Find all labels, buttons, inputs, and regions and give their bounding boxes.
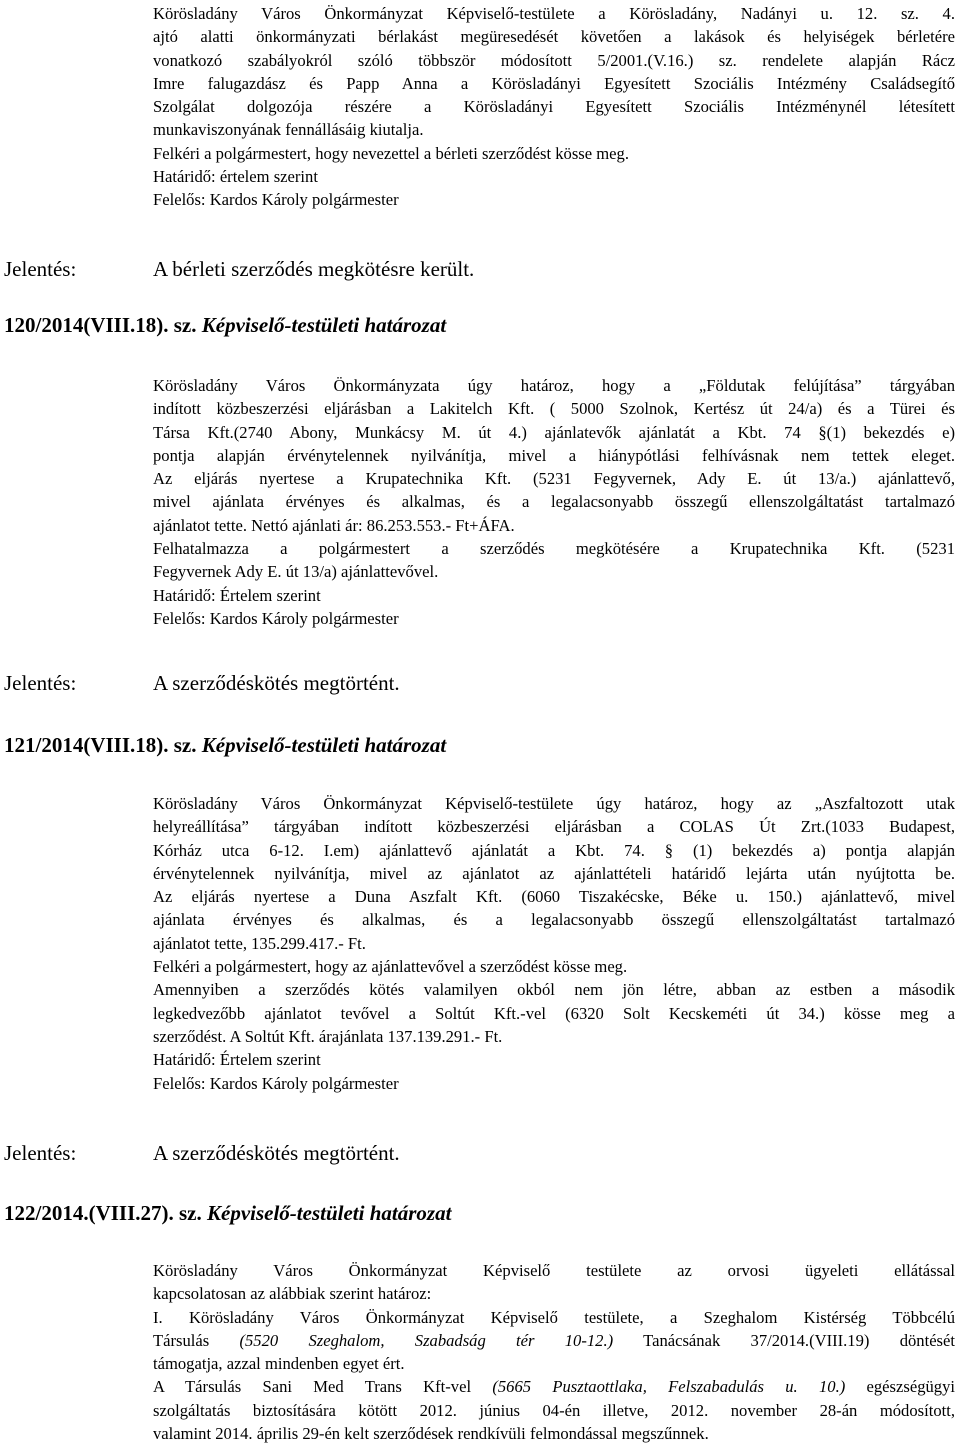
point-2-line: szolgáltatás biztosítására kötött 2012. június 04-én illetve, 2012. november 28-án módosított, (153, 1400, 955, 1420)
body-line: ajánlata érvényes és alkalmas, és a legalacsonyabb összegű ellenszolgáltatást tartalmazó (153, 910, 955, 930)
body-line: Az eljárás nyertese a Duna Aszfalt Kft. (6060 Tiszakécske, Béke u. 150.) ajánlattevő, mivel (153, 887, 955, 907)
resolution-number: 120/2014(VIII.18). sz. (4, 313, 197, 337)
body-line: Társa Kft.(2740 Abony, Munkácsy M. út 4.) ajánlatevők ajánlatát a Kbt. 74 §(1) bekezdés e) (153, 422, 955, 442)
point-1-line (153, 1329, 955, 1352)
resolution-121-heading (4, 730, 446, 760)
intro-line: Imre falugazdász és Papp Anna a Körösladányi Egyesített Szociális Intézmény Családsegítő (153, 73, 955, 93)
intro-line: Körösladány Város Önkormányzat Képviselő-testülete a Körösladány, Nadányi u. 12. sz. 4. (153, 4, 955, 23)
resolution-deadline: Határidő: Értelem szerint (153, 1050, 321, 1070)
auth-line: Fegyvernek Ady E. út 13/a) ajánlattevővel. (153, 562, 439, 582)
text-run: egészségügyi (845, 1377, 955, 1397)
point-1-line: támogatja, azzal mindenben egyet ért. (153, 1354, 405, 1374)
resolution-request: Felkéri a polgármestert, hogy az ajánlattevővel a szerződést kösse meg. (153, 957, 628, 977)
auth-line: Felhatalmazza a polgármestert a szerződés megkötésére a Krupatechnika Kft. (5231 (153, 539, 955, 559)
body-line: helyreállítása” tárgyában indított közbeszerzési eljárásban a COLAS Út Zrt.(1033 Budapest, (153, 817, 955, 837)
body-line: érvénytelennek nyilvánítja, mivel az ajánlatot az ajánlattételi határidő lejárta után nyújtotta be. (153, 863, 955, 883)
alt-line: szerződést. A Soltút Kft. árajánlata 137.139.291.- Ft. (153, 1026, 503, 1046)
resolution-120-report (0, 668, 960, 700)
resolution-title: Képviselő-testületi határozat (201, 313, 447, 337)
point-1-line: I. Körösladány Város Önkormányzat Képviselő testülete, a Szeghalom Kistérség Többcélú (153, 1307, 955, 1327)
intro-line: kapcsolatosan az alábbiak szerint határoz: (153, 1284, 432, 1304)
body-line: ajánlatot tette. Nettó ajánlati ár: 86.253.553.- Ft+ÁFA. (153, 515, 515, 535)
resolution-title: Képviselő-testületi határozat (207, 1201, 452, 1225)
intro-request: Felkéri a polgármestert, hogy nevezettel a bérleti szerződést kösse meg. (153, 143, 629, 163)
body-line: indított közbeszerzési eljárásban a Lakitelch Kft. ( 5000 Szolnok, Kertész út 24/a) és a Türei és (153, 399, 955, 419)
intro-line: munkaviszonyának fennállásáig kiutalja. (153, 120, 424, 140)
body-line: Körösladány Város Önkormányzata úgy határoz, hogy a „Földutak felújítása” tárgyában (153, 376, 955, 395)
resolution-number: 121/2014(VIII.18). sz. (4, 733, 197, 757)
text-run: Társulás (153, 1330, 240, 1350)
resolution-121-text (153, 792, 955, 1095)
body-line: Az eljárás nyertese a Krupatechnika Kft. (5231 Fegyvernek, Ady E. út 13/a.) ajánlattevő, (153, 469, 955, 489)
resolution-121-report (0, 1138, 960, 1170)
point-2-line (153, 1375, 955, 1398)
report-label: Jelentés: (4, 1141, 77, 1165)
report-label: Jelentés: (4, 671, 77, 695)
alt-line: Amennyiben a szerződés kötés valamilyen okból nem jön létre, abban az estben a második (153, 980, 955, 1000)
resolution-responsible: Felelős: Kardos Károly polgármester (153, 608, 399, 628)
resolution-title: Képviselő-testületi határozat (201, 733, 447, 757)
intro-line: vonatkozó szabályokról szóló többször módosított 5/2001.(V.16.) sz. rendelete alapján Rácz (153, 50, 955, 70)
alt-line: legkedvezőbb ajánlatot tevővel a Soltút Kft.-vel (6320 Solt Kecskeméti út 34.) kösse meg a (153, 1003, 955, 1023)
resolution-120-text (153, 374, 955, 630)
intro-line: Körösladány Város Önkormányzat Képviselő testülete az orvosi ügyeleti ellátással (153, 1261, 955, 1280)
intro-report (0, 254, 960, 286)
intro-deadline: Határidő: értelem szerint (153, 167, 318, 187)
resolution-responsible: Felelős: Kardos Károly polgármester (153, 1073, 399, 1093)
body-line: pontja alapján érvénytelennek nyilvánítja, mivel a hiánypótlási felhívásnak nem tettek eleget. (153, 445, 955, 465)
address-text: (5520 Szeghalom, Szabadság tér 10-12.) (239, 1330, 614, 1350)
resolution-122-text (153, 1259, 955, 1445)
body-line: mivel ajánlata érvényes és alkalmas, és a legalacsonyabb összegű ellenszolgáltatást tartalmazó (153, 492, 955, 512)
body-line: ajánlatot tette, 135.299.417.- Ft. (153, 933, 366, 953)
intro-line: Szolgálat dolgozója részére a Körösladányi Egyesített Szociális Intézménynél létesített (153, 97, 955, 117)
report-text: A szerződéskötés megtörtént. (153, 671, 400, 695)
resolution-122-heading (4, 1198, 451, 1228)
text-run: A Társulás Sani Med Trans Kft-vel (153, 1377, 493, 1397)
intro-responsible: Felelős: Kardos Károly polgármester (153, 190, 399, 210)
resolution-number: 122/2014.(VIII.27). sz. (4, 1201, 202, 1225)
address-text: (5665 Pusztaottlaka, Felszabadulás u. 10.) (492, 1377, 846, 1397)
report-label: Jelentés: (4, 257, 77, 281)
intro-decision-text (153, 2, 955, 212)
report-text: A szerződéskötés megtörtént. (153, 1141, 400, 1165)
resolution-120-heading (4, 310, 446, 340)
report-text: A bérleti szerződés megkötésre került. (153, 257, 475, 281)
intro-line: ajtó alatti önkormányzati bérlakást megüresedését követően a lakások és helyiségek bérletére (153, 27, 955, 47)
resolution-deadline: Határidő: Értelem szerint (153, 585, 321, 605)
body-line: Körösladány Város Önkormányzat Képviselő-testülete úgy határoz, hogy az „Aszfaltozott utak (153, 794, 955, 813)
body-line: Kórház utca 6-12. I.em) ajánlattevő ajánlatát a Kbt. 74. § (1) bekezdés a) pontja alapján (153, 840, 955, 860)
text-run: Tanácsának 37/2014.(VIII.19) döntését (613, 1330, 955, 1350)
point-2-line: valamint 2014. április 29-én kelt szerződések rendkívüli felmondással megszűnnek. (153, 1424, 709, 1444)
